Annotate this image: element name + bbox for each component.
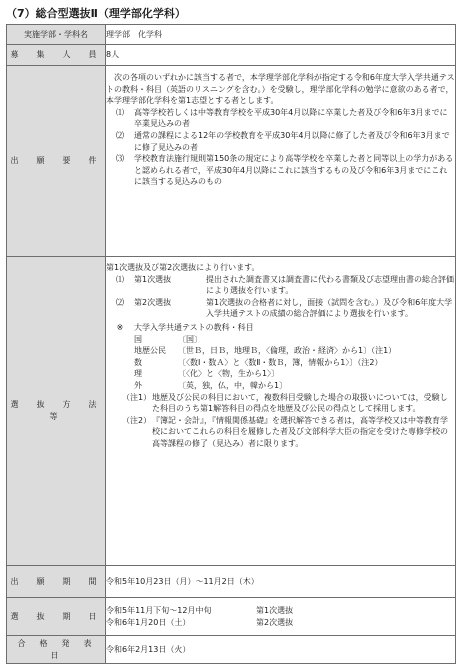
subject-row: 外 〔英，独，仏，中，韓から1〕 bbox=[134, 380, 288, 390]
row-announcement bbox=[7, 636, 456, 664]
method-intro: 第1次選抜及び第2次選抜により行います。 bbox=[106, 263, 260, 272]
stage-name: 第1次選抜 bbox=[134, 274, 172, 284]
stage-name: 第2次選抜 bbox=[134, 297, 172, 307]
eligibility-item: ⑴ 高等学校若しくは中等教育学校を平成30年4月以降に卒業した者及び令和6年3月までに卒業見込みの者 bbox=[116, 107, 448, 129]
department-value: 理学部 化学科 bbox=[106, 25, 456, 45]
selection-method-label: 選 抜 方 法 等 bbox=[7, 257, 106, 566]
notes-list bbox=[106, 392, 455, 450]
announcement-value: 令和6年2月13日（火） bbox=[106, 636, 456, 664]
schedule-line: 令和6年1月20日（土） 第2次選抜 bbox=[106, 617, 294, 627]
quota-label: 募 集 人 員 bbox=[7, 45, 106, 66]
announcement-label: 合 格 発 表 日 bbox=[7, 636, 106, 664]
subject-row: 理 〔〈化〉と〈物，生から1〉〕 bbox=[134, 369, 280, 379]
selection-date-label: 選 抜 期 日 bbox=[7, 598, 106, 636]
schedule-line: 令和5年11月下旬～12月中旬 第1次選抜 bbox=[106, 605, 294, 615]
note-1: （注1） 地歴及び公民の科目において，複数科目受験した場合の取扱いについては，受験した科目のうち第1解答科目の得点を地歴及び公民の得点として採用します。 bbox=[122, 392, 448, 414]
row-eligibility bbox=[7, 66, 456, 257]
row-selection-method bbox=[7, 257, 456, 566]
subjects-heading: ※ 大学入学共通テストの教科・科目 bbox=[106, 322, 455, 334]
application-period-label: 出 願 期 間 bbox=[7, 566, 106, 598]
row-application-period bbox=[7, 566, 456, 598]
quota-value: 8人 bbox=[106, 45, 456, 66]
subject-row: 地歴公民 〔世Ｂ，日Ｂ，地理Ｂ，〈倫理，政治・経済〉から1〕（注1） bbox=[134, 346, 397, 356]
eligibility-content bbox=[106, 66, 456, 257]
selection-date-content bbox=[106, 598, 456, 636]
section-title: （7）総合型選抜Ⅱ（理学部化学科） bbox=[6, 7, 186, 20]
subjects-list bbox=[106, 334, 455, 392]
method-stage-2: ⑵ 第2次選抜 第1次選抜の合格者に対し，面接（試問を含む。）及び令和6年度大学入学共通テストの成績の総合評価により選抜を行います。 bbox=[106, 297, 455, 320]
eligibility-item: ⑵ 通常の課程による12年の学校教育を平成30年4月以降に修了した者及び令和6年3月までに修了見込みの者 bbox=[116, 130, 450, 152]
subject-row: 数 〔〈数Ⅰ・数Ａ〉と〈数Ⅱ・数Ｂ，簿，情報から1〉〕（注2） bbox=[134, 357, 383, 367]
eligibility-label: 出 願 要 件 bbox=[7, 66, 106, 257]
admission-requirements-table bbox=[6, 24, 456, 664]
application-period-value: 令和5年10月23日（月）～11月2日（木） bbox=[106, 566, 456, 598]
eligibility-intro: 次の各項のいずれかに該当する者で，本学理学部化学科が指定する令和6年度大学入学共通テストの教科・科目（英語のリスニングを含む。）を受験し，理学部化学科の勉学に意欲のある者で，本学理学部化学科を第1志望とする者とします。 bbox=[106, 73, 455, 106]
stage-description: 第1次選抜の合格者に対し，面接（試問を含む。）及び令和6年度大学入学共通テストの成績の総合評価により選抜を行います。 bbox=[206, 297, 453, 319]
stage-description: 提出された調査書又は調査書に代わる書類及び志望理由書の総合評価により選抜を行います。 bbox=[206, 274, 454, 296]
row-department bbox=[7, 25, 456, 45]
reference-mark: ※ bbox=[116, 322, 124, 332]
department-label: 実施学部・学科名 bbox=[7, 25, 106, 45]
selection-method-content bbox=[106, 257, 456, 566]
note-2: （注2） 『簿記・会計』，『情報関係基礎』を選択解答できる者は，高等学校又は中等教育学校においてこれらの科目を履修した者及び文部科学大臣の指定を受けた専修学校の高等課程の修了（見込み）者に限ります。 bbox=[122, 415, 448, 448]
method-stage-1: ⑴ 第1次選抜 提出された調査書又は調査書に代わる書類及び志望理由書の総合評価により選抜を行います。 bbox=[116, 274, 454, 296]
row-quota bbox=[7, 45, 456, 66]
subject-row: 国 〔国〕 bbox=[134, 334, 202, 344]
row-selection-date bbox=[7, 598, 456, 636]
eligibility-item: ⑶ 学校教育法施行規則第150条の規定により高等学校を卒業した者と同等以上の学力があると認められる者で，平成30年4月以降にこれに該当するもの及び令和6年3月までにこれに該当する見込みのもの bbox=[116, 154, 454, 187]
